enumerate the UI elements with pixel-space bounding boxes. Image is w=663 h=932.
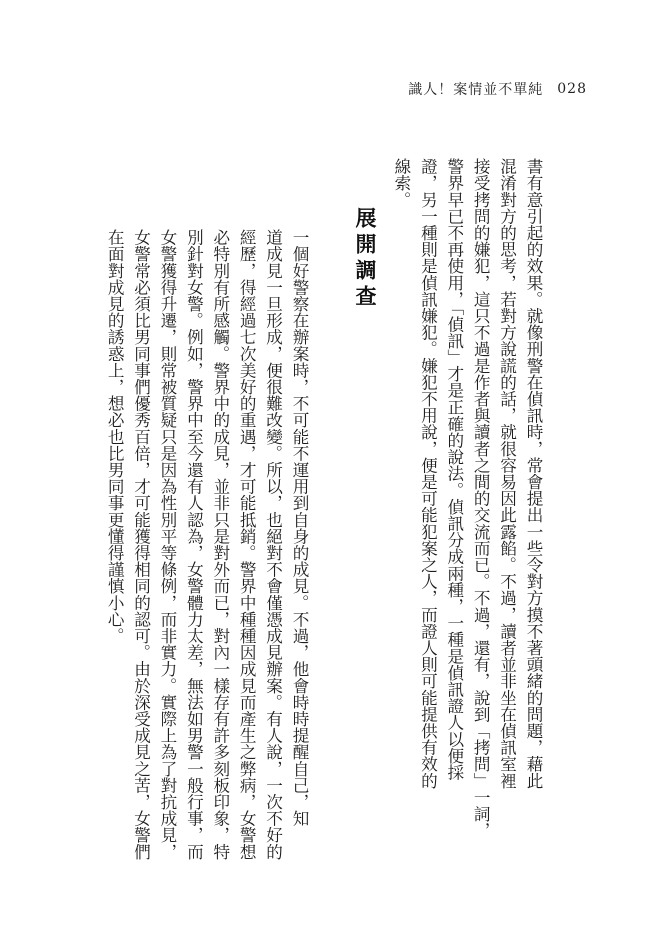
text-line: 接受拷問的嫌犯，這只不過是作者與讀者之間的交流而已。不過，還有，說到「拷問」一詞， xyxy=(471,158,491,839)
text-line: 道成見一旦形成，便很難改變。所以，也絕對不會僅憑成見辦案。有人說，一次不好的 xyxy=(263,228,283,860)
text-line: 女警獲得升遷，則常被質疑只是因為性別平等條例，而非實力。實際上為了對抗成見， xyxy=(157,228,177,860)
section-bottom-text xyxy=(101,212,312,902)
running-header xyxy=(408,79,587,99)
page-number: 028 xyxy=(557,81,587,97)
text-line: 混淆對方的思考，若對方說謊的話，就很容易因此露餡。不過，讀者並非坐在偵訊室裡 xyxy=(497,158,517,789)
text-line: 必特別有所感觸。警界中的成見，並非只是對外而已，對內一樣存有許多刻板印象，特 xyxy=(210,228,230,860)
text-line: 別針對女警。例如，警界中至今還有人認為，女警體力太差，無法如男警一般行事，而 xyxy=(184,228,204,860)
text-line: 在面對成見的誘惑上，想必也比男同事更懂得謹慎小心。 xyxy=(105,228,125,644)
paragraph-top xyxy=(388,158,546,898)
text-line: 線索。 xyxy=(391,158,411,208)
text-line: 經歷，得經過七次美好的重遇，才可能抵銷。警界中種種因成見而產生之弊病，女警想 xyxy=(237,228,257,860)
text-line: 證，另一種則是偵訊嫌犯。嫌犯不用說，便是可能犯案之人，而證人則可能提供有效的 xyxy=(418,158,438,789)
running-title: 識人！案情並不單純 xyxy=(408,82,544,98)
text-line: 書有意引起的效果。就像刑警在偵訊時，常會提出一些令對方摸不著頭緒的問題，藉此 xyxy=(524,158,543,789)
text-line: 女警常必須比男同事們優秀百倍，才可能獲得相同的認可。由於深受成見之苦，女警們 xyxy=(131,228,151,860)
paragraph-bottom xyxy=(101,212,312,902)
text-line: 警界早已不再使用，「偵訊」才是正確的說法。偵訊分成兩種，一種是偵訊證人以便採 xyxy=(444,158,464,781)
section-top-text xyxy=(0,158,663,898)
section-heading: 展開調查 xyxy=(353,207,377,311)
text-line: 一個好警察在辦案時，不可能不運用到自身的成見。不過，他會時時提醒自己，知 xyxy=(290,228,309,827)
